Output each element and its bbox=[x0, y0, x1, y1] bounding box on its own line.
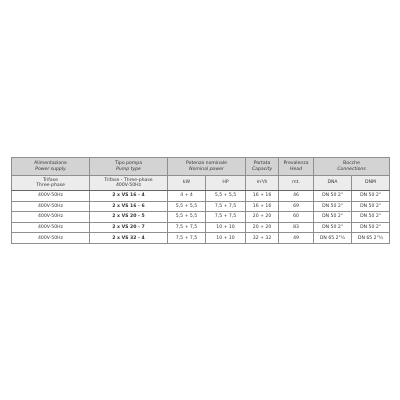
header-connections-main: Bocche bbox=[343, 161, 360, 167]
cell-dna: DN 65 2"½ bbox=[314, 233, 352, 244]
cell-dna: DN 50 2" bbox=[314, 222, 352, 233]
subheader-dna: DNA bbox=[314, 176, 352, 191]
cell-dna: DN 50 2" bbox=[314, 201, 352, 212]
subheader-pump-voltage: 400V-50Hz bbox=[115, 183, 141, 188]
cell-head: 69 bbox=[279, 201, 314, 212]
cell-capacity: 16 + 16 bbox=[246, 201, 279, 212]
cell-head: 83 bbox=[279, 222, 314, 233]
table-row bbox=[12, 201, 390, 212]
cell-dnm: DN 50 2" bbox=[352, 201, 390, 212]
cell-dnm: DN 50 2" bbox=[352, 222, 390, 233]
header-nominal-power bbox=[168, 158, 246, 176]
cell-kw: 4 + 4 bbox=[168, 191, 206, 202]
cell-dnm: DN 65 2"½ bbox=[352, 233, 390, 244]
cell-capacity: 20 + 20 bbox=[246, 212, 279, 223]
table-row bbox=[12, 212, 390, 223]
cell-dnm: DN 50 2" bbox=[352, 191, 390, 202]
subheader-pump bbox=[90, 176, 168, 191]
header-nominal-power-main: Potenza nominale bbox=[186, 161, 227, 167]
cell-kw: 5,5 + 5,5 bbox=[168, 201, 206, 212]
cell-head: 60 bbox=[279, 212, 314, 223]
subheader-dnm: DNM bbox=[352, 176, 390, 191]
cell-hp: 5,5 + 5,5 bbox=[206, 191, 246, 202]
cell-kw: 5,5 + 5,5 bbox=[168, 212, 206, 223]
cell-hp: 7,5 + 7,5 bbox=[206, 201, 246, 212]
cell-capacity: 20 + 20 bbox=[246, 222, 279, 233]
cell-pump: 2 x VS 20 - 5 bbox=[90, 212, 168, 223]
header-connections bbox=[314, 158, 390, 176]
cell-dna: DN 50 2" bbox=[314, 212, 352, 223]
header-capacity-main: Portata bbox=[253, 161, 271, 167]
cell-supply: 400V-50Hz bbox=[12, 212, 90, 223]
subheader-head: mt. bbox=[279, 176, 314, 191]
cell-hp: 10 + 10 bbox=[206, 222, 246, 233]
cell-dna: DN 50 2" bbox=[314, 191, 352, 202]
header-pump-type-main: Tipo pompa bbox=[114, 161, 143, 167]
subheader-supply-en: Three-phase bbox=[36, 183, 65, 188]
header-pump-type-sub: Pump type bbox=[116, 166, 141, 172]
cell-dnm: DN 50 2" bbox=[352, 212, 390, 223]
subheader-supply-it: Trifase bbox=[43, 177, 58, 183]
header-row bbox=[12, 158, 390, 176]
header-head-main: Prevalenza bbox=[283, 161, 309, 167]
subheader-row bbox=[12, 176, 390, 191]
subheader-supply bbox=[12, 176, 90, 191]
cell-hp: 10 + 10 bbox=[206, 233, 246, 244]
table-row bbox=[12, 191, 390, 202]
header-pump-type bbox=[90, 158, 168, 176]
header-power-supply-main: Alimentazione bbox=[34, 161, 67, 167]
cell-head: 49 bbox=[279, 233, 314, 244]
header-head-sub: Head bbox=[290, 166, 303, 172]
pump-spec-table-container bbox=[11, 157, 389, 244]
cell-capacity: 32 + 32 bbox=[246, 233, 279, 244]
cell-supply: 400V-50Hz bbox=[12, 191, 90, 202]
cell-hp: 7,5 + 7,5 bbox=[206, 212, 246, 223]
cell-pump: 2 x VS 32 - 4 bbox=[90, 233, 168, 244]
table-row bbox=[12, 233, 390, 244]
table-row bbox=[12, 222, 390, 233]
cell-pump: 2 x VS 16 - 4 bbox=[90, 191, 168, 202]
cell-pump: 2 x VS 20 - 7 bbox=[90, 222, 168, 233]
subheader-pump-phase: Trifase - Three-phase bbox=[104, 177, 153, 183]
cell-head: 46 bbox=[279, 191, 314, 202]
cell-kw: 7,5 + 7,5 bbox=[168, 233, 206, 244]
cell-supply: 400V-50Hz bbox=[12, 233, 90, 244]
cell-capacity: 16 + 16 bbox=[246, 191, 279, 202]
header-power-supply-sub: Power supply bbox=[35, 166, 66, 172]
header-power-supply bbox=[12, 158, 90, 176]
header-nominal-power-sub: Nominal power bbox=[189, 166, 224, 172]
header-capacity-sub: Capacity bbox=[251, 166, 273, 172]
cell-supply: 400V-50Hz bbox=[12, 222, 90, 233]
cell-kw: 7,5 + 7,5 bbox=[168, 222, 206, 233]
cell-pump: 2 x VS 16 - 6 bbox=[90, 201, 168, 212]
header-connections-sub: Connections bbox=[337, 166, 366, 172]
header-capacity bbox=[246, 158, 279, 176]
pump-spec-table bbox=[11, 157, 390, 244]
cell-supply: 400V-50Hz bbox=[12, 201, 90, 212]
subheader-kw: kW bbox=[168, 176, 206, 191]
header-head bbox=[279, 158, 314, 176]
subheader-capacity: m³/h bbox=[246, 176, 279, 191]
subheader-hp: HP bbox=[206, 176, 246, 191]
